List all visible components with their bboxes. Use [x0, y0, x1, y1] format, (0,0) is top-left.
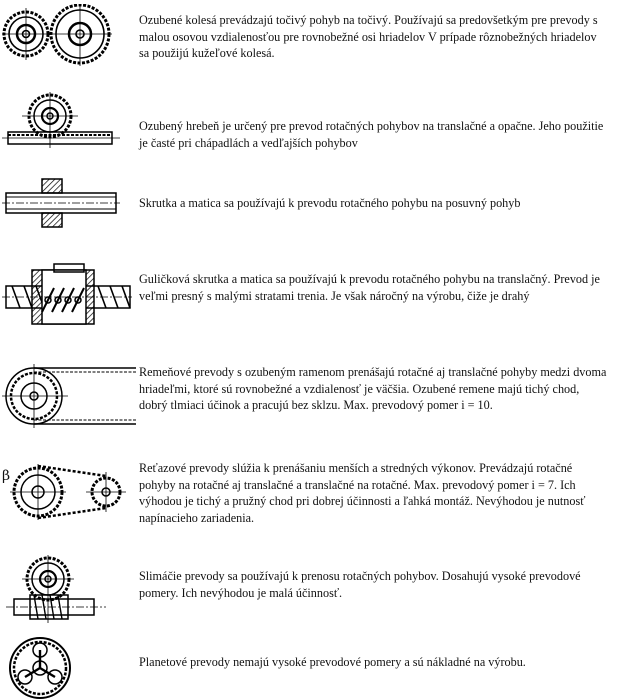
- mechanism-description: Ozubené kolesá prevádzajú točivý pohyb na točivý. Používajú sa predovšetkým pre prevody s malou osovou vzdialenosťou pre rovnobežné osi hriadelov V prípade rôznobežných hriadelov sa použijú kužeľové kolesá.: [139, 13, 598, 60]
- mechanism-description: Slimáčie prevody sa používajú k prenosu rotačných pohybov. Dosahujú vysoké prevodové pomery. Ich nevýhodou je malá účinnosť.: [139, 569, 581, 600]
- mechanism-description: Reťazové prevody slúžia k prenášaniu menších a stredných výkonov. Prevádzajú rotačné pohyby na rotačné aj translačné a translačné na rotačné. Max. prevodový pomer i = 7. Ich výhodou je tichý a pružný chod pri dobrej účinnosti a ľahká montáž. Nevýhodou je nutnosť napínacieho zariadenia.: [139, 461, 586, 525]
- toothed-belt-drive-icon: [2, 360, 136, 430]
- ball-screw-icon: [2, 262, 132, 332]
- mechanism-description: Planetové prevody nemajú vysoké prevodové pomery a sú nákladné na výrobu.: [139, 655, 526, 669]
- worm-gear-icon: [2, 555, 112, 625]
- mechanism-description: Remeňové prevody s ozubeným ramenom prenášajú rotačné aj translačné pohyby medzi dvoma hriadeľmi, ktoré sú rovnobežné a vzdialenosť je väčšia. Ozubené remene majú tichý chod, dobrý tlmiaci účinok a pracujú bez sklzu. Max. prevodový pomer i = 10.: [139, 365, 607, 412]
- rack-and-pinion-icon: [2, 92, 120, 154]
- screw-and-nut-icon: [2, 175, 120, 237]
- mechanism-description: Skrutka a matica sa používajú k prevodu rotačného pohybu na posuvný pohyb: [139, 196, 521, 210]
- chain-drive-icon: [2, 458, 136, 530]
- spur-gears-icon: [2, 4, 112, 66]
- angle-beta-label: β: [2, 468, 11, 484]
- mechanism-description: Ozubený hrebeň je určený pre prevod rotačných pohybov na translačné a opačne. Jeho použitie je časté pri chápadlách a vedľajších pohybov: [139, 119, 604, 150]
- mechanism-description: Guličková skrutka a matica sa používajú k prevodu rotačného pohybu na translačný. Prevod je veľmi presný s malými stratami trenia. Je však náročný na výrobu, čiže je drahý: [139, 272, 600, 303]
- planetary-gear-icon: [2, 634, 82, 700]
